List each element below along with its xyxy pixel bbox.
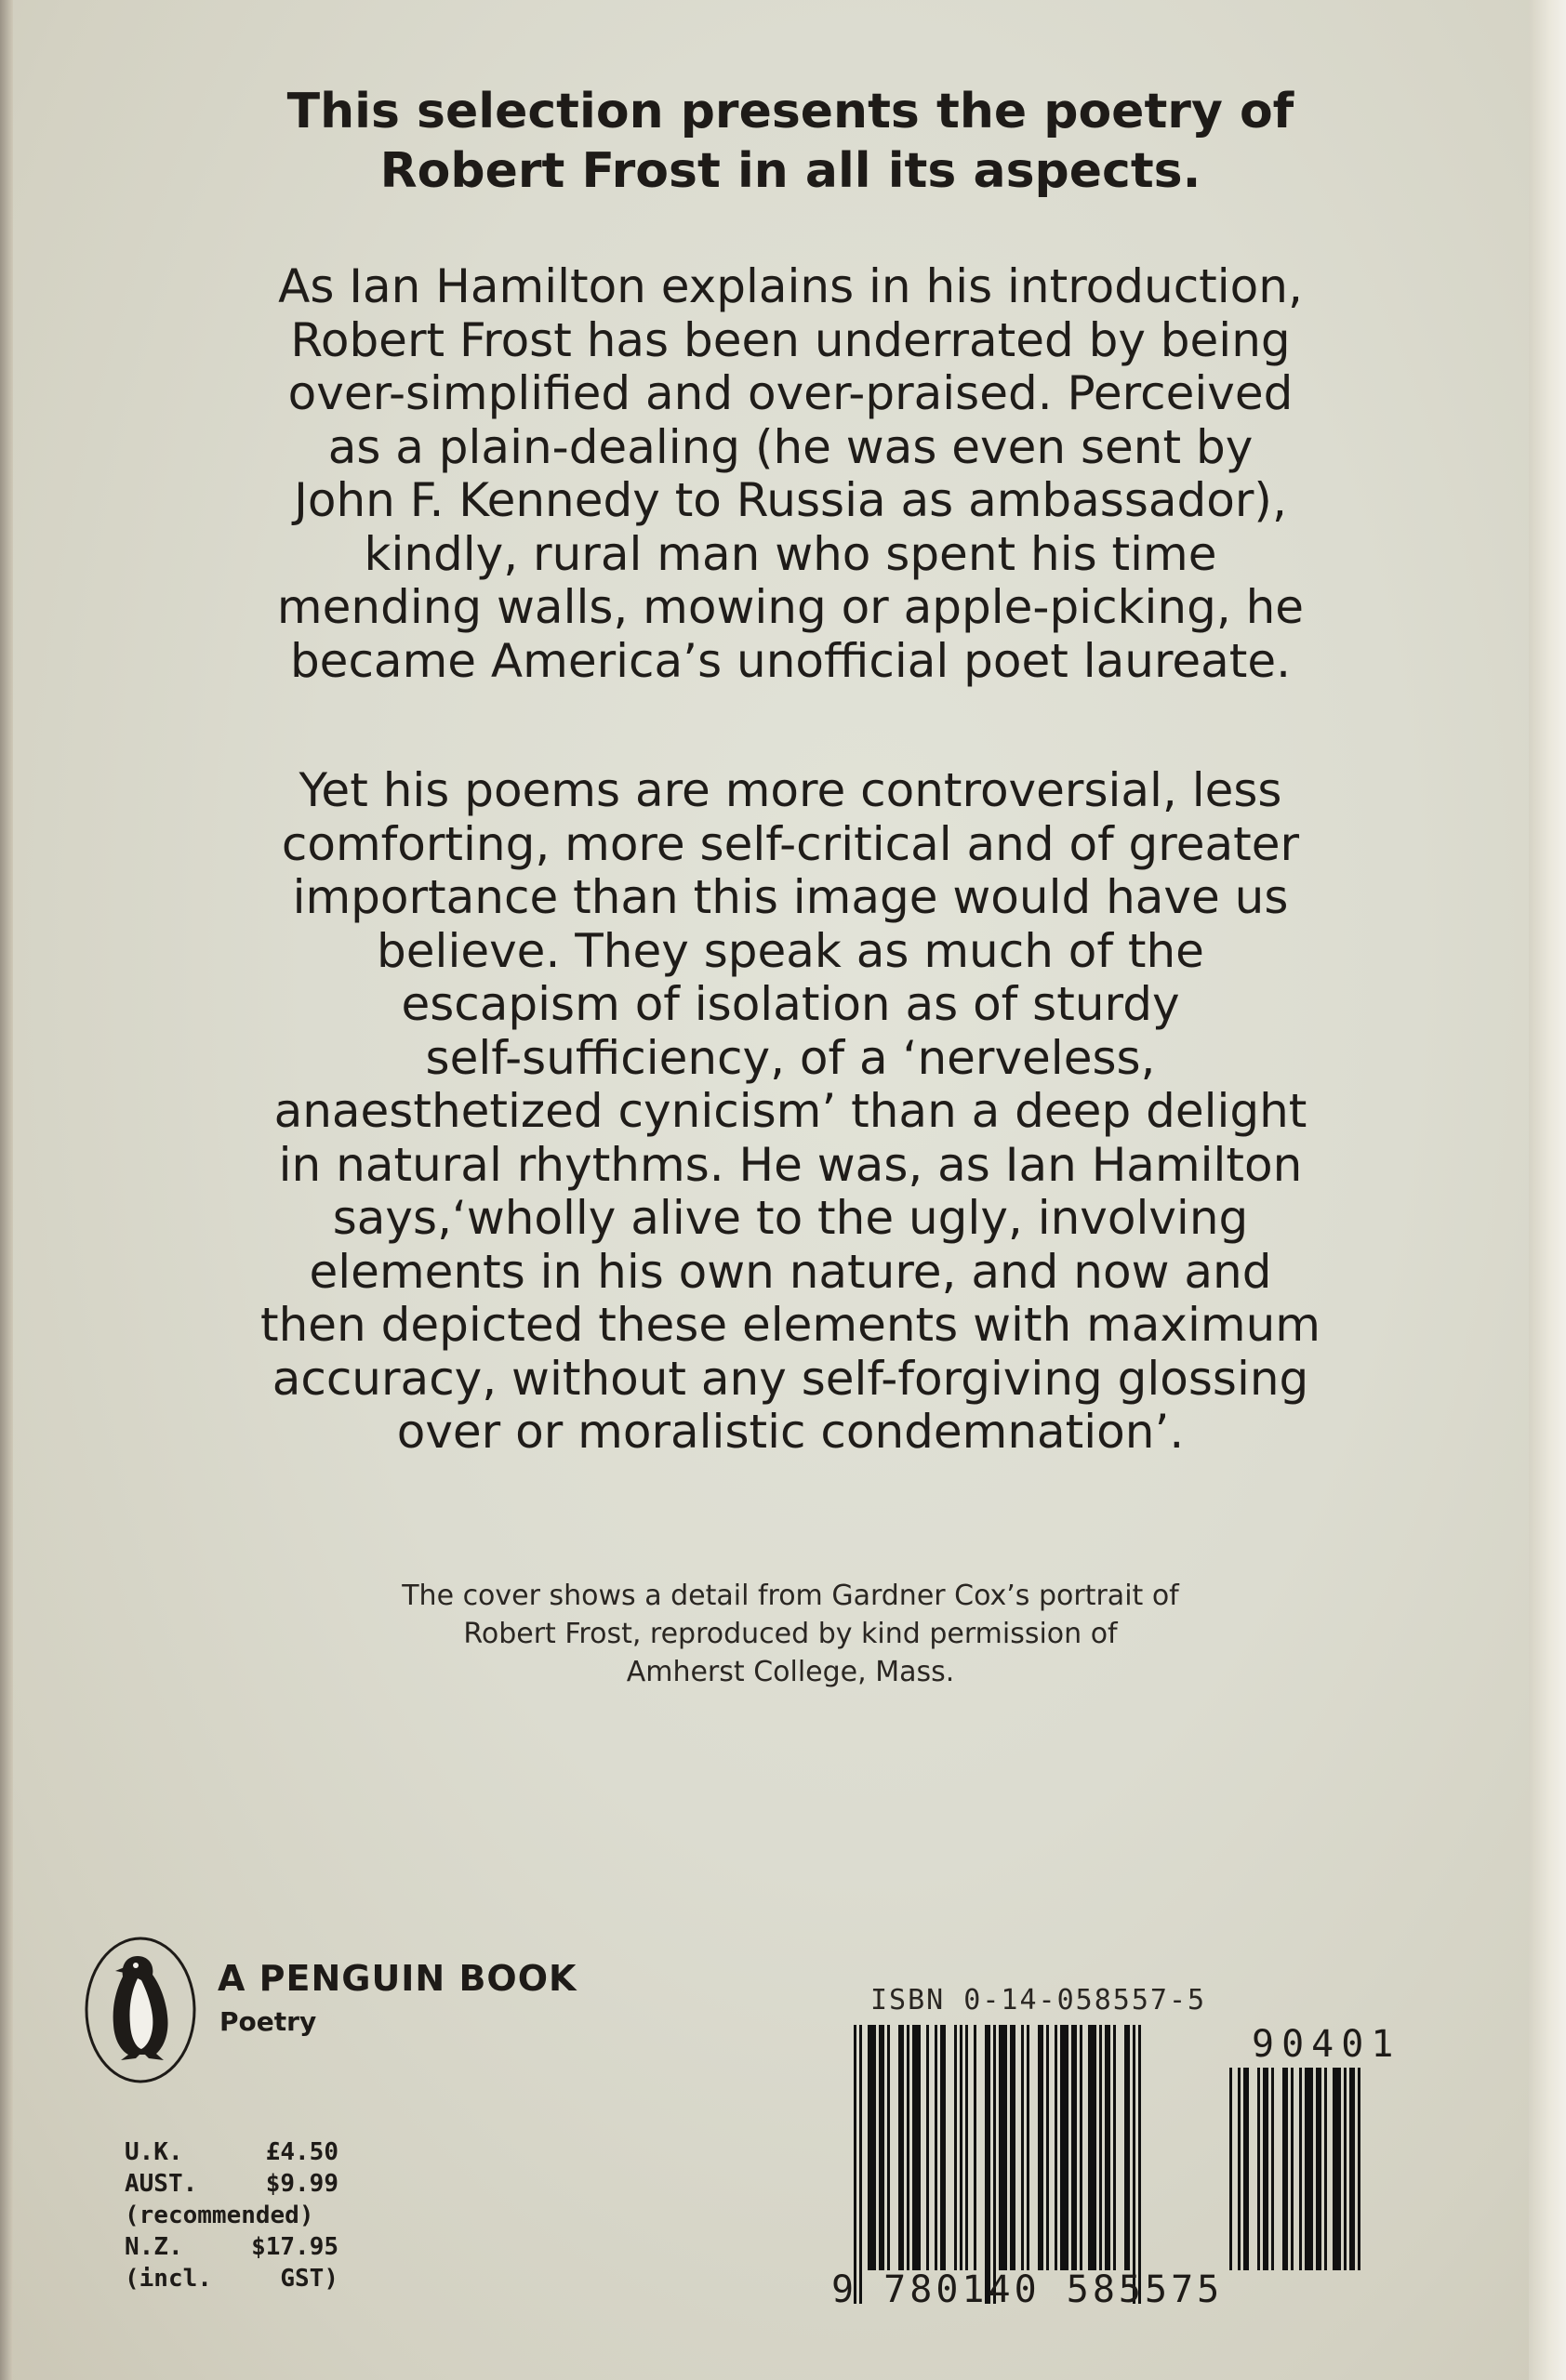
text-line: kindly, rural man who spent his time [364,526,1217,581]
barcode-bar [965,2025,968,2270]
text-line: believe. They speak as much of the [377,923,1204,978]
barcode-bar [1060,2025,1068,2270]
headline-line: This selection presents the poetry of [286,84,1294,139]
text-line: then depicted these elements with maximum [259,1298,1321,1352]
blurb-paragraph-2 [186,764,1395,1460]
text-line: mending walls, mowing or apple-picking, he [276,580,1305,634]
text-line: over-simplified and over-praised. Perceived [287,366,1294,420]
cover-credit [279,1577,1302,1691]
barcode-bar [1324,2068,1327,2270]
barcode-bar [1291,2068,1294,2270]
text-line: accuracy, without any self-forgiving glossing [272,1351,1309,1406]
text-line: self-sufficiency, of a ‘nerveless, [425,1030,1156,1085]
barcode-bar [1316,2068,1321,2270]
text-line: importance than this image would have us [292,870,1289,924]
barcode-bar [985,2025,990,2304]
price-row [125,2136,357,2168]
barcode-bar [1333,2068,1341,2270]
barcode-bar [974,2025,976,2270]
barcode-bar [1349,2068,1355,2270]
barcode-bar [879,2025,884,2270]
price-label: AUST. [125,2170,198,2198]
price-value: $9.99 [265,2170,338,2198]
barcode-bar [1046,2025,1049,2270]
barcode-bar [1099,2025,1102,2270]
headline-line: Robert Frost in all its aspects. [379,143,1201,199]
price-label: (recommended) [125,2202,314,2229]
book-category: Poetry [219,2006,317,2037]
barcode-bar [940,2025,946,2270]
blurb-paragraph-1 [186,260,1395,688]
price-row [125,2231,357,2263]
text-line: comforting, more self-critical and of greater [281,816,1300,871]
barcode-bar [999,2025,1007,2270]
isbn-number: ISBN 0-14-058557-5 [870,1984,1207,2016]
text-line: escapism of isolation as of sturdy [401,977,1180,1031]
price-value: $17.95 [251,2233,338,2261]
barcode-icon [854,2025,1207,2304]
barcode-bar [1133,2025,1135,2304]
text-line: As Ian Hamilton explains in his introduction, [278,259,1303,313]
barcode-bar [859,2025,862,2304]
barcode-bar [887,2025,890,2270]
price-row [125,2263,357,2294]
text-line: in natural rhythms. He was, as Ian Hamilton [278,1137,1303,1192]
headline [186,82,1395,201]
barcode-bar [1257,2068,1260,2270]
text-line: elements in his own nature, and now and [309,1244,1272,1299]
barcode-bar [1010,2025,1015,2270]
price-row [125,2200,357,2231]
barcode-bar [1071,2025,1077,2270]
barcode-bar [926,2025,929,2270]
price-label: N.Z. [125,2233,183,2261]
credit-line: Robert Frost, reproduced by kind permission of [463,1618,1118,1650]
barcode-bar [935,2025,937,2270]
barcode-bar [1282,2068,1288,2270]
barcode-bar [960,2025,962,2270]
publisher-name: A PENGUIN BOOK [218,1958,577,1999]
credit-line: Amherst College, Mass. [626,1656,955,1688]
barcode-bar [907,2025,909,2270]
text-line: became America’s unofficial poet laureate. [289,633,1292,688]
credit-line: The cover shows a detail from Gardner Cox’s portrait of [402,1580,1179,1612]
barcode-bar [1229,2068,1232,2270]
barcode-bar [1027,2025,1029,2270]
barcode-digits: 9 780140 585575 [831,2268,1224,2311]
barcode-bar [1080,2025,1082,2270]
barcode-bar [1271,2068,1274,2270]
barcode-bar [1243,2068,1249,2270]
barcode-bar [854,2025,856,2304]
price-list [125,2136,357,2294]
barcode-bar [898,2025,904,2270]
price-label: U.K. [125,2138,183,2166]
barcode-bar [1038,2025,1043,2270]
barcode-bar [1263,2068,1268,2270]
barcode-bar [868,2025,876,2270]
barcode-bar [1238,2068,1241,2270]
penguin-icon [84,1936,197,2084]
cover-left-edge [0,0,13,2380]
text-line: as a plain-dealing (he was even sent by [327,419,1254,474]
text-line: says,‘wholly alive to the ugly, involving [332,1191,1249,1245]
price-label: (incl. [125,2265,212,2293]
barcode-bar [1113,2025,1116,2270]
barcode-bar [1358,2068,1360,2270]
barcode-addon-digits: 90401 [1252,2023,1401,2066]
barcode-bar [1344,2068,1347,2270]
text-line: Robert Frost has been underrated by being [290,312,1291,367]
barcode-bar [1088,2025,1096,2270]
text-line: over or moralistic condemnation’. [396,1405,1185,1459]
barcode-bar [912,2025,921,2270]
barcode-bar [1055,2025,1057,2270]
price-row [125,2168,357,2200]
barcode-bar [1305,2068,1313,2270]
barcode-bar [954,2025,957,2270]
price-value: GST) [280,2265,338,2293]
barcode-addon-icon [1229,2068,1406,2304]
cover-right-edge [1529,0,1566,2380]
barcode-bar [993,2025,996,2304]
barcode-bar [1021,2025,1024,2270]
price-value: £4.50 [265,2138,338,2166]
barcode-bar [1299,2068,1302,2270]
text-line: John F. Kennedy to Russia as ambassador), [294,473,1287,527]
text-line: anaesthetized cynicism’ than a deep delight [273,1084,1307,1138]
barcode-bar [1138,2025,1141,2304]
barcode-bar [1124,2025,1130,2270]
barcode-bar [1105,2025,1110,2270]
text-line: Yet his poems are more controversial, less [299,763,1282,817]
